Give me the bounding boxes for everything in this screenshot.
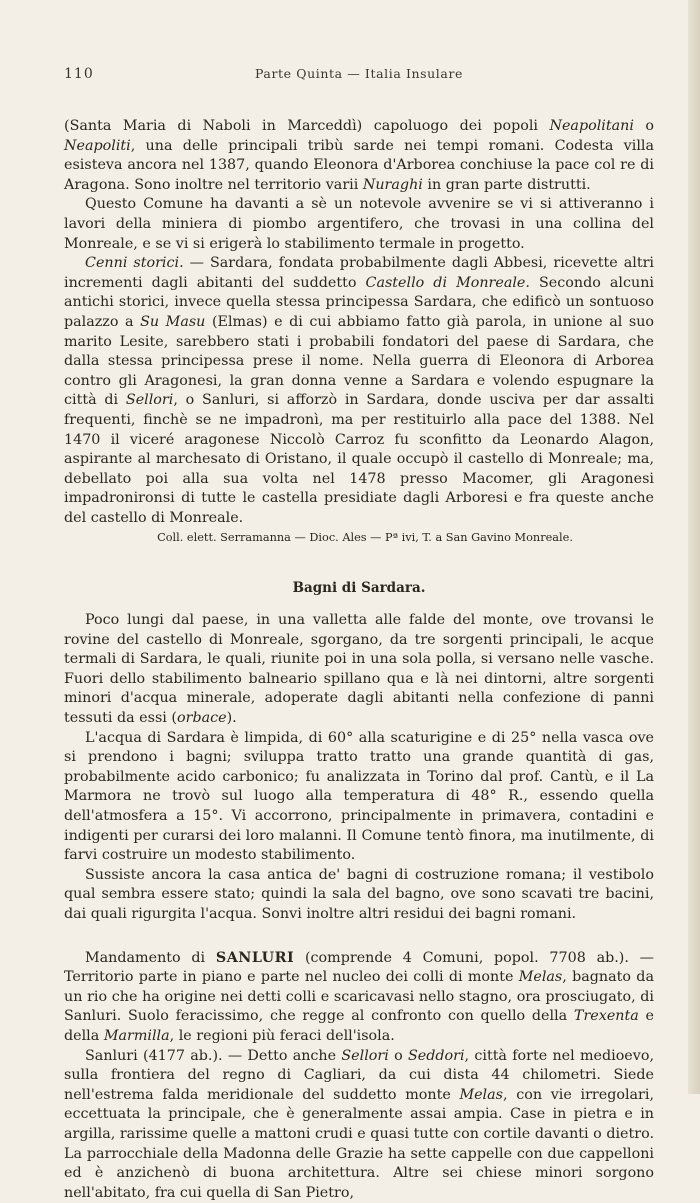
- page-header: [64, 66, 654, 86]
- collegio-note: Coll. elett. Serramanna — Dioc. Ales — Pª ivi, T. a San Gavino Monreale.: [157, 531, 573, 545]
- paragraph-casa-antica: Sussiste ancora la casa antica de' bagni di costruzione romana; il vestibolo qual sembra essere stato; quindi la sala del bagno, ove sono scavati tre bacini, dai quali rigurgita l'acqua. Sonvi inoltre altri residui dei bagni romani.: [64, 866, 654, 922]
- paragraph-comune: Questo Comune ha davanti a sè un notevole avvenire se vi si attiveranno i lavori della miniera di piombo argentifero, che trovasi in una collina del Monreale, e se vi si erigerà lo stabilimento termale in progetto.: [64, 196, 654, 252]
- paragraph-sanluri: Sanluri (4177 ab.). — Detto anche Sellori o Seddori, città forte nel medioevo, sulla frontiera del regno di Cagliari, da cui dista 44 chilometri. Siede nell'estrema falda meridionale del suddetto monte Melas, con vie irregolari, eccettuata la principale, che è generalmente assai ampia. Case in pietra e in argilla, rarissime quelle a mattoni crudi e quasi tutte con cortile davanti o dietro. La parrocchiale della Madonna delle Grazie ha sette cappelle con due cappelloni ed è anzichenò di buona architettura. Altre sei chiese minori sorgono nell'abitato, fra cui quella di San Pietro,: [64, 1047, 655, 1201]
- page-edge: [688, 0, 700, 1094]
- paragraph-naboli: (Santa Maria di Naboli in Marceddì) capoluogo dei popoli Neapolitani o Neapoliti, una delle principali tribù sarde nei tempi romani. Codesta villa esisteva ancora nel 1387, quando Eleonora d'Arborea conchiuse la pace col re di Aragona. Sono inoltre nel territorio varii Nuraghi in gran parte distrutti.: [64, 118, 654, 193]
- running-head: Parte Quinta — Italia Insulare: [254, 66, 464, 81]
- paragraph-acqua: L'acqua di Sardara è limpida, di 60° alla scaturigine e di 25° nella vasca ove si prendono i bagni; sviluppa tratto tratto una grande quantità di gas, probabilmente acido carbonico; fu analizzata in Torino dal prof. Cantù, e il La Marmora ne trovò sul luogo alla temperatura di 48° R., essendo quella dell'atmosfera a 15°. Vi accorrono, principalmente in primavera, contadini e indigenti per curarsi dei loro malanni. Il Comune tentò finora, ma inutilmente, di farvi costruire un modesto stabilimento.: [64, 729, 654, 864]
- paragraph-mandamento-sanluri: Mandamento di SANLURI (comprende 4 Comuni, popol. 7708 ab.). — Territorio parte in piano e parte nel nucleo dei colli di monte Melas, bagnato da un rio che ha origine nei detti colli e scaricavasi nello stagno, ora prosciugato, di Sanluri. Suolo feracissimo, che regge al confronto con quello della Trexenta e della Marmilla, le regioni più feraci dell'isola.: [64, 949, 654, 1044]
- page-body: [64, 117, 654, 1203]
- paragraph-cenni-storici: Cenni storici. — Sardara, fondata probabilmente dagli Abbesi, ricevette altri incrementi dagli abitanti del suddetto Castello di Monreale. Secondo alcuni antichi storici, invece quella stessa principessa Sardara, che edificò un sontuoso palazzo a Su Masu (Elmas) e di cui abbiamo fatto già parola, in unione al suo marito Lesite, sarebbero stati i probabili fondatori del paese di Sardara, che dalla stessa principessa prese il nome. Nella guerra di Eleonora di Arborea contro gli Aragonesi, la gran donna venne a Sardara e volendo espugnare la città di Sellori, o Sanluri, si afforzò in Sardara, donde usciva per dar assalti frequenti, finchè se ne impadronì, ma per restituirlo alla pace del 1388. Nel 1470 il viceré aragonese Niccolò Carroz fu sconfitto da Leonardo Alagon, aspirante al marchesato di Oristano, il quale occupò il castello di Monreale; ma, debellato poi alla sua volta nel 1478 presso Macomer, gli Aragonesi impadronironsi di tutte le castella presidiate dagli Arboresi e fra queste anche del castello di Monreale.: [64, 255, 655, 526]
- section-title: Bagni di Sardara.: [292, 580, 426, 597]
- page-number: 110: [64, 66, 94, 82]
- paragraph-bagni-intro: Poco lungi dal paese, in una valletta alle falde del monte, ove trovansi le rovine del castello di Monreale, sgorgano, da tre sorgenti principali, le acque termali di Sardara, le quali, riunite poi in una sola polla, si versano nelle vasche. Fuori dello stabilimento balneario spillano qua e là nei dintorni, altre sorgenti minori d'acqua minerale, adoperate dagli abitanti nella confezione di panni tessuti da essi (orbace).: [64, 612, 654, 727]
